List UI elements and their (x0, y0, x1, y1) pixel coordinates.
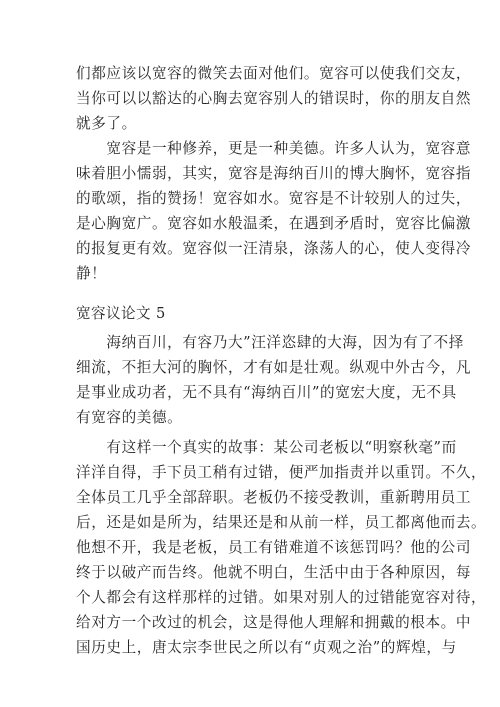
paragraph-line: 宽容是一种修养，更是一种美德。许多人认为，宽容意 (76, 140, 472, 157)
paragraph-line: 洋洋自得，手下员工稍有过错，便严加指责并以重罚。不久， (76, 464, 487, 481)
paragraph-line: 有这样一个真实的故事：某公司老板以“明察秋毫”而 (76, 439, 457, 456)
paragraph-line: 海纳百川，有容乃大”汪洋恣肆的大海，因为有了不择 (76, 334, 464, 351)
paragraph-line: 是事业成功者，无不具有“海纳百川”的宽宏大度，无不具 (76, 384, 457, 401)
paragraph-line: 就多了。 (76, 115, 137, 132)
paragraph-line: 全体员工几乎全部辞职。老板仍不接受教训，重新聘用员工 (76, 489, 472, 506)
paragraph-line: 个人都会有这样那样的过错。如果对别人的过错能宽容对待， (76, 589, 487, 606)
paragraph-line: 的报复更有效。宽容似一汪清泉，涤荡人的心，使人变得冷 (76, 240, 472, 257)
paragraph-line: 他想不开，我是老板，员工有错难道不该惩罚吗？他的公司 (76, 539, 472, 556)
paragraph-line: 细流，不拒大河的胸怀，才有如是壮观。纵观中外古今，凡 (76, 359, 472, 376)
paragraph-line: 后，还是如是所为，结果还是和从前一样，员工都离他而去。 (76, 514, 487, 531)
paragraph-line: 国历史上，唐太宗李世民之所以有“贞观之治”的辉煌，与 (76, 639, 457, 656)
paragraph-line: 静！ (76, 265, 107, 282)
paragraph-line: 当你可以以豁达的心胸去宽容别人的错误时，你的朋友自然 (76, 90, 472, 107)
paragraph-line: 味着胆小懦弱，其实，宽容是海纳百川的博大胸怀，宽容指 (76, 165, 472, 182)
paragraph-line: 是心胸宽广。宽容如水般温柔，在遇到矛盾时，宽容比偏激 (76, 215, 472, 232)
paragraph-line: 有宽容的美德。 (76, 409, 183, 426)
paragraph-line: 给对方一个改过的机会，这是得他人理解和拥戴的根本。中 (76, 614, 472, 631)
paragraph-line: 终于以破产而告终。他就不明白，生活中由于各种原因，每 (76, 564, 472, 581)
section-title: 宽容议论文 5 (76, 305, 166, 322)
paragraph-line: 的歌颂，指的赞扬！宽容如水。宽容是不计较别人的过失， (76, 190, 472, 207)
paragraph-line: 们都应该以宽容的微笑去面对他们。宽容可以使我们交友， (76, 65, 472, 82)
